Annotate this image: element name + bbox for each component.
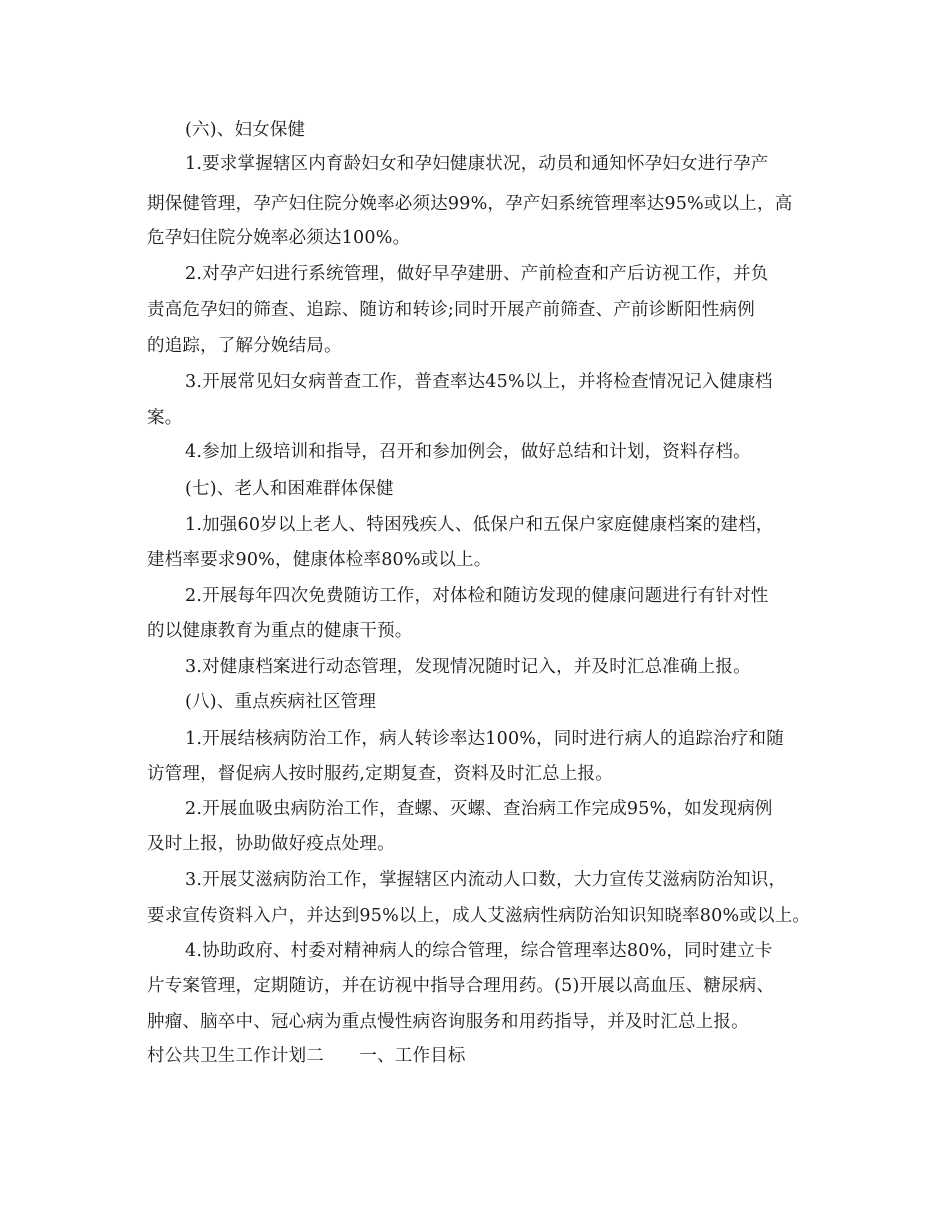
paragraph-line: 1.加强60岁以上老人、特困残疾人、低保户和五保户家庭健康档案的建档， — [185, 515, 774, 535]
paragraph-line: 危孕妇住院分娩率必须达100%。 — [147, 228, 411, 248]
paragraph-line: 片专案管理，定期随访，并在访视中指导合理用药。(5)开展以高血压、糖尿病、 — [147, 976, 775, 996]
section-heading-women-health: (六)、妇女保健 — [185, 120, 306, 140]
paragraph-line: 2.对孕产妇进行系统管理，做好早孕建册、产前检查和产后访视工作，并负 — [185, 264, 769, 284]
paragraph-line: 的追踪，了解分娩结局。 — [147, 336, 342, 356]
paragraph-line: 建档率要求90%，健康体检率80%或以上。 — [147, 550, 492, 570]
paragraph-line: 肿瘤、脑卒中、冠心病为重点慢性病咨询服务和用药指导，并及时汇总上报。 — [147, 1012, 749, 1032]
paragraph-line: 2.开展血吸虫病防治工作，查螺、灭螺、查治病工作完成95%，如发现病例 — [185, 799, 773, 819]
section-heading-elderly-health: (七)、老人和困难群体保健 — [185, 479, 394, 499]
paragraph-line: 4.参加上级培训和指导，召开和参加例会，做好总结和计划，资料存档。 — [185, 442, 751, 462]
paragraph-line: 责高危孕妇的筛查、追踪、随访和转诊;同时开展产前筛查、产前诊断阳性病例 — [147, 300, 755, 320]
paragraph-line: 及时上报，协助做好疫点处理。 — [147, 834, 395, 854]
paragraph-line: 访管理，督促病人按时服药,定期复查，资料及时汇总上报。 — [147, 764, 613, 784]
paragraph-line: 案。 — [147, 408, 183, 428]
section-heading-key-diseases: (八)、重点疾病社区管理 — [185, 692, 377, 712]
paragraph-line: 4.协助政府、村委对精神病人的综合管理，综合管理率达80%，同时建立卡 — [185, 941, 773, 961]
section-heading-plan-two: 村公共卫生工作计划二 一、工作目标 — [147, 1046, 466, 1066]
paragraph-line: 3.对健康档案进行动态管理，发现情况随时记入，并及时汇总准确上报。 — [185, 657, 751, 677]
paragraph-line: 3.开展常见妇女病普查工作，普查率达45%以上，并将检查情况记入健康档 — [185, 372, 773, 392]
paragraph-line: 的以健康教育为重点的健康干预。 — [147, 621, 413, 641]
paragraph-line: 1.要求掌握辖区内育龄妇女和孕妇健康状况，动员和通知怀孕妇女进行孕产 — [185, 154, 769, 174]
paragraph-line: 3.开展艾滋病防治工作，掌握辖区内流动人口数，大力宣传艾滋病防治知识， — [185, 870, 787, 890]
paragraph-line: 2.开展每年四次免费随访工作，对体检和随访发现的健康问题进行有针对性 — [185, 586, 769, 606]
paragraph-line: 要求宣传资料入户，并达到95%以上，成人艾滋病性病防治知识知晓率80%或以上。 — [147, 906, 811, 926]
paragraph-line: 期保健管理，孕产妇住院分娩率必须达99%，孕产妇系统管理率达95%或以上，高 — [147, 194, 793, 214]
paragraph-line: 1.开展结核病防治工作，病人转诊率达100%，同时进行病人的追踪治疗和随 — [185, 729, 784, 749]
